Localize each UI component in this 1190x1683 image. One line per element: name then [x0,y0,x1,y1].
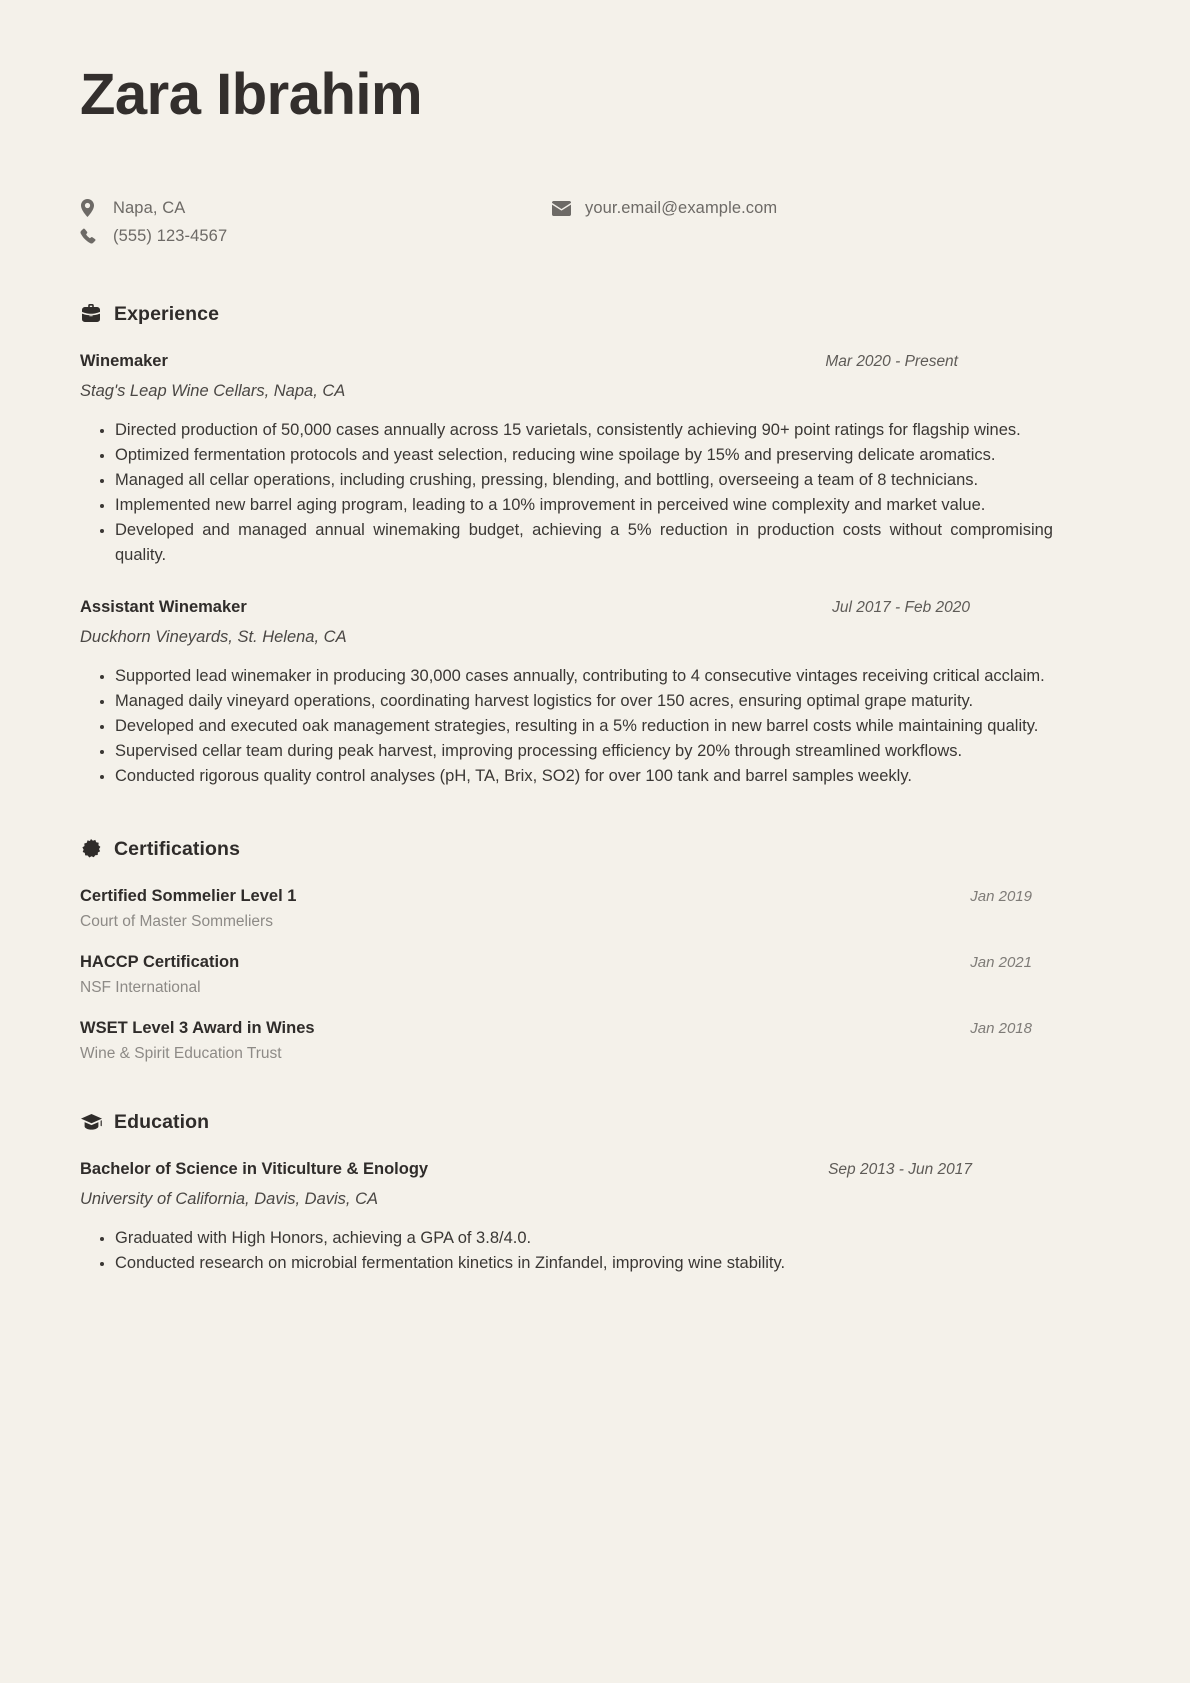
degree-title: Bachelor of Science in Viticulture & Enology [80,1159,429,1178]
section-education [80,1111,1110,1276]
job-date: Mar 2020 - Present [825,352,958,370]
certification-issuer: Court of Master Sommeliers [80,912,273,930]
phone-text: (555) 123-4567 [113,226,228,245]
certification-title: Certified Sommelier Level 1 [80,886,297,905]
education-entry [80,1160,1110,1276]
degree-date: Sep 2013 - Jun 2017 [828,1160,972,1178]
briefcase-icon [80,303,102,325]
section-experience [80,303,1110,790]
list-item: Developed and executed oak management strategies, resulting in a 5% reduction in new barrel costs while maintaining quality. [98,714,1053,739]
phone-icon [80,228,106,244]
section-title-certifications: Certifications [114,837,241,860]
graduation-cap-icon [80,1111,102,1133]
section-certifications [80,838,1110,1063]
experience-entry-header [80,352,958,371]
location-text: Napa, CA [113,198,186,217]
badge-starburst-icon [80,838,102,860]
job-bullets [80,664,1110,789]
certification-date: Jan 2021 [970,953,1032,971]
contact-email [552,195,777,222]
envelope-icon [552,201,578,216]
certification-entry [80,953,1110,997]
certification-title: WSET Level 3 Award in Wines [80,1018,315,1037]
contact-phone [80,223,227,250]
certification-title: HACCP Certification [80,952,240,971]
certification-issuer: Wine & Spirit Education Trust [80,1044,282,1062]
list-item: Implemented new barrel aging program, leading to a 10% improvement in perceived wine complexity and market value. [98,493,1053,518]
job-title: Winemaker [80,351,168,370]
list-item: Supported lead winemaker in producing 30,000 cases annually, contributing to 4 consecutive vintages receiving critical acclaim. [98,664,1053,689]
contact-info [80,195,1110,251]
map-pin-icon [80,199,106,217]
job-date: Jul 2017 - Feb 2020 [832,599,970,617]
job-organization: Stag's Leap Wine Cellars, Napa, CA [80,381,346,400]
education-bullets [80,1226,1110,1276]
section-header-education [80,1111,1110,1134]
experience-entry [80,598,1110,789]
education-entry-header [80,1160,972,1179]
section-header-certifications [80,838,1110,861]
contact-location [80,195,227,222]
certification-date: Jan 2018 [970,1019,1032,1037]
job-organization: Duckhorn Vineyards, St. Helena, CA [80,628,347,647]
list-item: Developed and managed annual winemaking budget, achieving a 5% reduction in production costs without compromising quality. [98,518,1053,568]
list-item: Conducted rigorous quality control analyses (pH, TA, Brix, SO2) for over 100 tank and barrel samples weekly. [98,764,1053,789]
list-item: Optimized fermentation protocols and yeast selection, reducing wine spoilage by 15% and preserving delicate aromatics. [98,443,1053,468]
section-header-experience [80,303,1110,326]
certification-header [80,1019,1032,1038]
certification-issuer: NSF International [80,978,201,996]
job-title: Assistant Winemaker [80,598,247,617]
certification-date: Jan 2019 [970,887,1032,905]
section-title-experience: Experience [114,302,220,325]
contact-column-left [80,195,227,251]
experience-entry [80,352,1110,568]
list-item: Managed daily vineyard operations, coordinating harvest logistics for over 150 acres, ensuring optimal grape maturity. [98,689,1053,714]
list-item: Graduated with High Honors, achieving a GPA of 3.8/4.0. [98,1226,1053,1251]
list-item: Managed all cellar operations, including crushing, pressing, blending, and bottling, overseeing a team of 8 technicians. [98,468,1053,493]
list-item: Conducted research on microbial fermentation kinetics in Zinfandel, improving wine stability. [98,1251,1053,1276]
certification-entry [80,1019,1110,1063]
certification-header [80,887,1032,906]
list-item: Directed production of 50,000 cases annually across 15 varietals, consistently achieving 90+ point ratings for flagship wines. [98,418,1053,443]
certification-entry [80,887,1110,931]
certification-header [80,953,1032,972]
section-title-education: Education [114,1110,210,1133]
list-item: Supervised cellar team during peak harvest, improving processing efficiency by 20% through streamlined workflows. [98,739,1053,764]
school-name: University of California, Davis, Davis, CA [80,1189,378,1208]
email-text: your.email@example.com [585,198,778,217]
experience-entry-header [80,598,970,617]
page-title: Zara Ibrahim [80,62,423,127]
job-bullets [80,418,1110,568]
contact-column-right [552,195,777,223]
